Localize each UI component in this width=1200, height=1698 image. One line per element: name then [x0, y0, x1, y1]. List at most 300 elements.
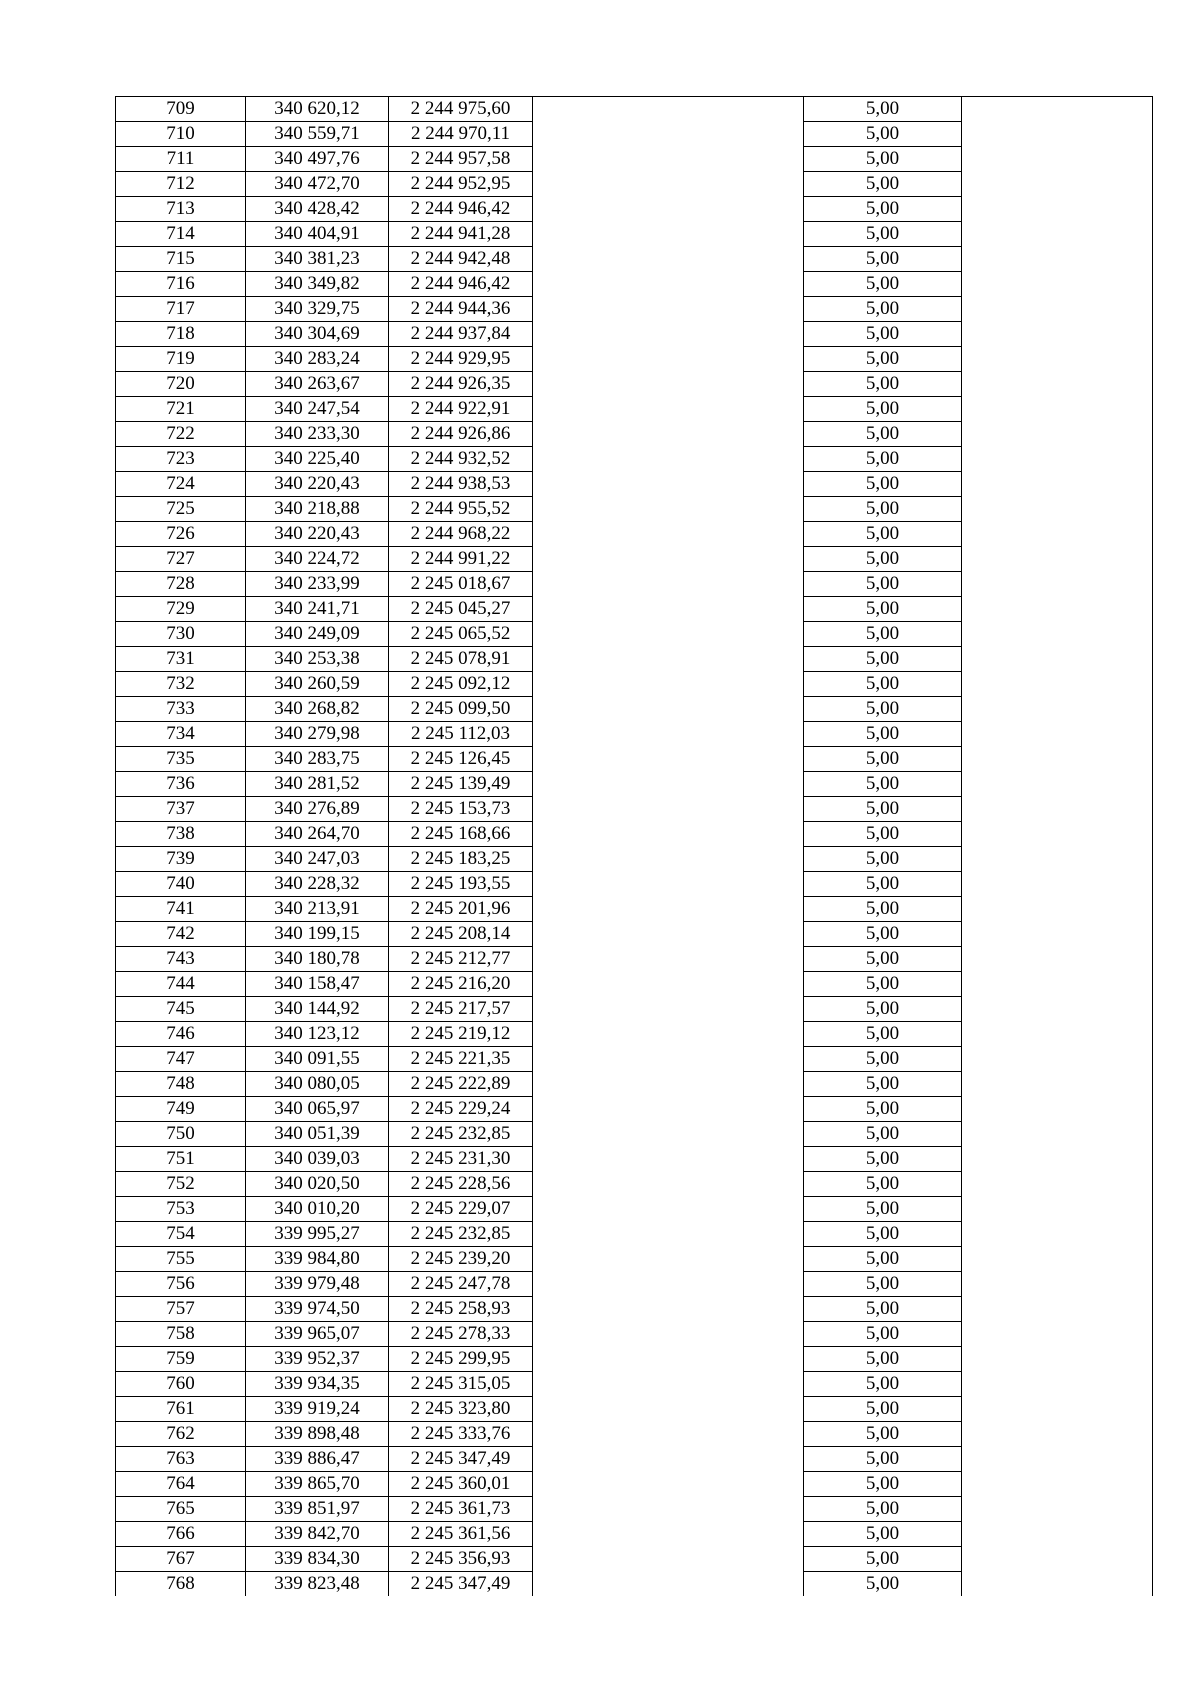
- empty-cell: [533, 847, 804, 872]
- table-row: [116, 1022, 1153, 1047]
- point-number-cell: 719: [116, 347, 246, 372]
- value-cell: 5,00: [804, 647, 962, 672]
- empty-cell: [533, 1322, 804, 1347]
- point-number-cell: 716: [116, 272, 246, 297]
- value-cell: 5,00: [804, 472, 962, 497]
- point-number-cell: 754: [116, 1222, 246, 1247]
- value-cell: 5,00: [804, 1222, 962, 1247]
- empty-cell: [533, 322, 804, 347]
- x-coordinate-cell: 339 952,37: [246, 1347, 389, 1372]
- value-cell: 5,00: [804, 897, 962, 922]
- x-coordinate-cell: 339 974,50: [246, 1297, 389, 1322]
- value-cell: 5,00: [804, 747, 962, 772]
- empty-cell: [533, 1497, 804, 1522]
- empty-cell: [962, 1472, 1153, 1497]
- point-number-cell: 738: [116, 822, 246, 847]
- empty-cell: [962, 1122, 1153, 1147]
- table-row: [116, 147, 1153, 172]
- x-coordinate-cell: 339 984,80: [246, 1247, 389, 1272]
- x-coordinate-cell: 339 886,47: [246, 1447, 389, 1472]
- table-row: [116, 847, 1153, 872]
- y-coordinate-cell: 2 244 938,53: [389, 472, 533, 497]
- x-coordinate-cell: 339 979,48: [246, 1272, 389, 1297]
- y-coordinate-cell: 2 245 099,50: [389, 697, 533, 722]
- point-number-cell: 734: [116, 722, 246, 747]
- y-coordinate-cell: 2 244 968,22: [389, 522, 533, 547]
- empty-cell: [962, 922, 1153, 947]
- y-coordinate-cell: 2 244 946,42: [389, 197, 533, 222]
- point-number-cell: 763: [116, 1447, 246, 1472]
- table-row: [116, 347, 1153, 372]
- value-cell: 5,00: [804, 1247, 962, 1272]
- empty-cell: [533, 297, 804, 322]
- x-coordinate-cell: 340 276,89: [246, 797, 389, 822]
- empty-cell: [533, 172, 804, 197]
- x-coordinate-cell: 340 213,91: [246, 897, 389, 922]
- table-row: [116, 297, 1153, 322]
- empty-cell: [962, 472, 1153, 497]
- y-coordinate-cell: 2 244 926,35: [389, 372, 533, 397]
- point-number-cell: 743: [116, 947, 246, 972]
- point-number-cell: 720: [116, 372, 246, 397]
- point-number-cell: 762: [116, 1422, 246, 1447]
- value-cell: 5,00: [804, 1022, 962, 1047]
- value-cell: 5,00: [804, 522, 962, 547]
- table-row: [116, 1072, 1153, 1097]
- point-number-cell: 764: [116, 1472, 246, 1497]
- empty-cell: [533, 972, 804, 997]
- x-coordinate-cell: 340 144,92: [246, 997, 389, 1022]
- point-number-cell: 721: [116, 397, 246, 422]
- y-coordinate-cell: 2 244 955,52: [389, 497, 533, 522]
- y-coordinate-cell: 2 245 247,78: [389, 1272, 533, 1297]
- empty-cell: [962, 372, 1153, 397]
- value-cell: 5,00: [804, 347, 962, 372]
- x-coordinate-cell: 340 329,75: [246, 297, 389, 322]
- point-number-cell: 766: [116, 1522, 246, 1547]
- table-row: [116, 1572, 1153, 1597]
- empty-cell: [962, 697, 1153, 722]
- value-cell: 5,00: [804, 597, 962, 622]
- empty-cell: [962, 197, 1153, 222]
- value-cell: 5,00: [804, 372, 962, 397]
- y-coordinate-cell: 2 245 239,20: [389, 1247, 533, 1272]
- value-cell: 5,00: [804, 1322, 962, 1347]
- x-coordinate-cell: 340 123,12: [246, 1022, 389, 1047]
- empty-cell: [962, 1447, 1153, 1472]
- empty-cell: [962, 822, 1153, 847]
- empty-cell: [962, 1422, 1153, 1447]
- coordinates-table-body: [116, 97, 1153, 1597]
- point-number-cell: 732: [116, 672, 246, 697]
- empty-cell: [533, 1072, 804, 1097]
- y-coordinate-cell: 2 245 232,85: [389, 1222, 533, 1247]
- value-cell: 5,00: [804, 297, 962, 322]
- empty-cell: [962, 1147, 1153, 1172]
- empty-cell: [533, 1522, 804, 1547]
- x-coordinate-cell: 339 865,70: [246, 1472, 389, 1497]
- y-coordinate-cell: 2 245 112,03: [389, 722, 533, 747]
- table-row: [116, 547, 1153, 572]
- empty-cell: [533, 347, 804, 372]
- table-row: [116, 822, 1153, 847]
- value-cell: 5,00: [804, 872, 962, 897]
- y-coordinate-cell: 2 245 258,93: [389, 1297, 533, 1322]
- empty-cell: [533, 197, 804, 222]
- empty-cell: [962, 222, 1153, 247]
- table-row: [116, 247, 1153, 272]
- x-coordinate-cell: 340 233,30: [246, 422, 389, 447]
- point-number-cell: 759: [116, 1347, 246, 1372]
- y-coordinate-cell: 2 245 153,73: [389, 797, 533, 822]
- x-coordinate-cell: 340 304,69: [246, 322, 389, 347]
- empty-cell: [962, 497, 1153, 522]
- empty-cell: [533, 1222, 804, 1247]
- table-row: [116, 1122, 1153, 1147]
- value-cell: 5,00: [804, 1347, 962, 1372]
- x-coordinate-cell: 340 158,47: [246, 972, 389, 997]
- value-cell: 5,00: [804, 147, 962, 172]
- value-cell: 5,00: [804, 1072, 962, 1097]
- empty-cell: [533, 1047, 804, 1072]
- x-coordinate-cell: 340 404,91: [246, 222, 389, 247]
- point-number-cell: 756: [116, 1272, 246, 1297]
- empty-cell: [962, 1047, 1153, 1072]
- empty-cell: [962, 1072, 1153, 1097]
- y-coordinate-cell: 2 245 229,07: [389, 1197, 533, 1222]
- value-cell: 5,00: [804, 1397, 962, 1422]
- empty-cell: [533, 222, 804, 247]
- point-number-cell: 757: [116, 1297, 246, 1322]
- empty-cell: [533, 997, 804, 1022]
- empty-cell: [533, 472, 804, 497]
- table-row: [116, 422, 1153, 447]
- x-coordinate-cell: 340 220,43: [246, 522, 389, 547]
- x-coordinate-cell: 340 180,78: [246, 947, 389, 972]
- empty-cell: [962, 297, 1153, 322]
- value-cell: 5,00: [804, 947, 962, 972]
- x-coordinate-cell: 340 247,03: [246, 847, 389, 872]
- empty-cell: [962, 847, 1153, 872]
- value-cell: 5,00: [804, 247, 962, 272]
- x-coordinate-cell: 340 080,05: [246, 1072, 389, 1097]
- value-cell: 5,00: [804, 422, 962, 447]
- table-row: [116, 97, 1153, 122]
- empty-cell: [962, 522, 1153, 547]
- x-coordinate-cell: 339 919,24: [246, 1397, 389, 1422]
- value-cell: 5,00: [804, 572, 962, 597]
- table-row: [116, 497, 1153, 522]
- empty-cell: [962, 747, 1153, 772]
- y-coordinate-cell: 2 245 212,77: [389, 947, 533, 972]
- point-number-cell: 710: [116, 122, 246, 147]
- point-number-cell: 730: [116, 622, 246, 647]
- empty-cell: [533, 897, 804, 922]
- table-row: [116, 947, 1153, 972]
- empty-cell: [962, 1272, 1153, 1297]
- y-coordinate-cell: 2 245 347,49: [389, 1572, 533, 1597]
- table-row: [116, 397, 1153, 422]
- empty-cell: [962, 147, 1153, 172]
- point-number-cell: 715: [116, 247, 246, 272]
- empty-cell: [533, 697, 804, 722]
- empty-cell: [533, 1272, 804, 1297]
- empty-cell: [533, 872, 804, 897]
- empty-cell: [962, 1247, 1153, 1272]
- value-cell: 5,00: [804, 497, 962, 522]
- empty-cell: [533, 1172, 804, 1197]
- value-cell: 5,00: [804, 822, 962, 847]
- table-row: [116, 522, 1153, 547]
- value-cell: 5,00: [804, 222, 962, 247]
- table-row: [116, 722, 1153, 747]
- value-cell: 5,00: [804, 1447, 962, 1472]
- point-number-cell: 729: [116, 597, 246, 622]
- table-row: [116, 447, 1153, 472]
- x-coordinate-cell: 339 898,48: [246, 1422, 389, 1447]
- y-coordinate-cell: 2 245 092,12: [389, 672, 533, 697]
- table-row: [116, 472, 1153, 497]
- x-coordinate-cell: 339 823,48: [246, 1572, 389, 1597]
- empty-cell: [533, 1247, 804, 1272]
- empty-cell: [533, 422, 804, 447]
- empty-cell: [533, 1147, 804, 1172]
- point-number-cell: 744: [116, 972, 246, 997]
- empty-cell: [533, 672, 804, 697]
- y-coordinate-cell: 2 244 946,42: [389, 272, 533, 297]
- empty-cell: [962, 422, 1153, 447]
- empty-cell: [533, 1547, 804, 1572]
- empty-cell: [962, 1097, 1153, 1122]
- empty-cell: [962, 1522, 1153, 1547]
- table-row: [116, 1347, 1153, 1372]
- x-coordinate-cell: 340 279,98: [246, 722, 389, 747]
- empty-cell: [533, 272, 804, 297]
- y-coordinate-cell: 2 245 216,20: [389, 972, 533, 997]
- x-coordinate-cell: 339 965,07: [246, 1322, 389, 1347]
- empty-cell: [533, 722, 804, 747]
- point-number-cell: 760: [116, 1372, 246, 1397]
- point-number-cell: 741: [116, 897, 246, 922]
- empty-cell: [533, 1422, 804, 1447]
- table-row: [116, 872, 1153, 897]
- table-row: [116, 672, 1153, 697]
- table-row: [116, 597, 1153, 622]
- y-coordinate-cell: 2 244 991,22: [389, 547, 533, 572]
- x-coordinate-cell: 340 020,50: [246, 1172, 389, 1197]
- point-number-cell: 709: [116, 97, 246, 122]
- empty-cell: [962, 247, 1153, 272]
- table-row: [116, 1097, 1153, 1122]
- point-number-cell: 714: [116, 222, 246, 247]
- y-coordinate-cell: 2 245 356,93: [389, 1547, 533, 1572]
- empty-cell: [533, 497, 804, 522]
- empty-cell: [533, 797, 804, 822]
- y-coordinate-cell: 2 245 219,12: [389, 1022, 533, 1047]
- value-cell: 5,00: [804, 922, 962, 947]
- x-coordinate-cell: 339 995,27: [246, 1222, 389, 1247]
- point-number-cell: 748: [116, 1072, 246, 1097]
- value-cell: 5,00: [804, 697, 962, 722]
- x-coordinate-cell: 340 428,42: [246, 197, 389, 222]
- x-coordinate-cell: 340 268,82: [246, 697, 389, 722]
- y-coordinate-cell: 2 245 222,89: [389, 1072, 533, 1097]
- value-cell: 5,00: [804, 1372, 962, 1397]
- x-coordinate-cell: 340 260,59: [246, 672, 389, 697]
- table-row: [116, 897, 1153, 922]
- value-cell: 5,00: [804, 1197, 962, 1222]
- y-coordinate-cell: 2 245 228,56: [389, 1172, 533, 1197]
- table-row: [116, 1472, 1153, 1497]
- point-number-cell: 751: [116, 1147, 246, 1172]
- empty-cell: [962, 547, 1153, 572]
- empty-cell: [962, 1197, 1153, 1222]
- empty-cell: [533, 1097, 804, 1122]
- y-coordinate-cell: 2 245 139,49: [389, 772, 533, 797]
- empty-cell: [533, 647, 804, 672]
- empty-cell: [962, 1572, 1153, 1597]
- empty-cell: [533, 572, 804, 597]
- table-row: [116, 1322, 1153, 1347]
- x-coordinate-cell: 340 010,20: [246, 1197, 389, 1222]
- table-row: [116, 747, 1153, 772]
- table-row: [116, 997, 1153, 1022]
- table-row: [116, 1497, 1153, 1522]
- empty-cell: [962, 172, 1153, 197]
- value-cell: 5,00: [804, 1547, 962, 1572]
- value-cell: 5,00: [804, 1472, 962, 1497]
- table-row: [116, 372, 1153, 397]
- value-cell: 5,00: [804, 622, 962, 647]
- value-cell: 5,00: [804, 547, 962, 572]
- y-coordinate-cell: 2 245 360,01: [389, 1472, 533, 1497]
- point-number-cell: 725: [116, 497, 246, 522]
- empty-cell: [962, 672, 1153, 697]
- x-coordinate-cell: 340 091,55: [246, 1047, 389, 1072]
- point-number-cell: 758: [116, 1322, 246, 1347]
- empty-cell: [962, 1397, 1153, 1422]
- point-number-cell: 723: [116, 447, 246, 472]
- empty-cell: [962, 1222, 1153, 1247]
- x-coordinate-cell: 340 247,54: [246, 397, 389, 422]
- empty-cell: [962, 872, 1153, 897]
- empty-cell: [533, 1297, 804, 1322]
- y-coordinate-cell: 2 245 232,85: [389, 1122, 533, 1147]
- x-coordinate-cell: 340 349,82: [246, 272, 389, 297]
- x-coordinate-cell: 340 233,99: [246, 572, 389, 597]
- value-cell: 5,00: [804, 1572, 962, 1597]
- point-number-cell: 713: [116, 197, 246, 222]
- empty-cell: [962, 347, 1153, 372]
- empty-cell: [962, 1022, 1153, 1047]
- y-coordinate-cell: 2 245 193,55: [389, 872, 533, 897]
- empty-cell: [962, 1172, 1153, 1197]
- empty-cell: [533, 1197, 804, 1222]
- empty-cell: [533, 1397, 804, 1422]
- y-coordinate-cell: 2 244 932,52: [389, 447, 533, 472]
- table-row: [116, 222, 1153, 247]
- empty-cell: [533, 1472, 804, 1497]
- empty-cell: [962, 1372, 1153, 1397]
- point-number-cell: 749: [116, 1097, 246, 1122]
- point-number-cell: 750: [116, 1122, 246, 1147]
- x-coordinate-cell: 340 283,75: [246, 747, 389, 772]
- value-cell: 5,00: [804, 847, 962, 872]
- y-coordinate-cell: 2 244 944,36: [389, 297, 533, 322]
- table-row: [116, 1397, 1153, 1422]
- table-row: [116, 922, 1153, 947]
- value-cell: 5,00: [804, 1097, 962, 1122]
- empty-cell: [533, 597, 804, 622]
- x-coordinate-cell: 340 225,40: [246, 447, 389, 472]
- point-number-cell: 727: [116, 547, 246, 572]
- x-coordinate-cell: 340 249,09: [246, 622, 389, 647]
- x-coordinate-cell: 339 851,97: [246, 1497, 389, 1522]
- point-number-cell: 752: [116, 1172, 246, 1197]
- empty-cell: [962, 1322, 1153, 1347]
- table-row: [116, 1447, 1153, 1472]
- y-coordinate-cell: 2 245 217,57: [389, 997, 533, 1022]
- empty-cell: [962, 397, 1153, 422]
- point-number-cell: 755: [116, 1247, 246, 1272]
- y-coordinate-cell: 2 245 347,49: [389, 1447, 533, 1472]
- y-coordinate-cell: 2 245 183,25: [389, 847, 533, 872]
- empty-cell: [962, 647, 1153, 672]
- point-number-cell: 761: [116, 1397, 246, 1422]
- point-number-cell: 736: [116, 772, 246, 797]
- empty-cell: [533, 772, 804, 797]
- value-cell: 5,00: [804, 397, 962, 422]
- empty-cell: [962, 797, 1153, 822]
- value-cell: 5,00: [804, 97, 962, 122]
- point-number-cell: 712: [116, 172, 246, 197]
- table-row: [116, 647, 1153, 672]
- table-row: [116, 572, 1153, 597]
- point-number-cell: 731: [116, 647, 246, 672]
- value-cell: 5,00: [804, 447, 962, 472]
- value-cell: 5,00: [804, 1147, 962, 1172]
- empty-cell: [533, 522, 804, 547]
- value-cell: 5,00: [804, 1122, 962, 1147]
- empty-cell: [962, 722, 1153, 747]
- point-number-cell: 724: [116, 472, 246, 497]
- point-number-cell: 735: [116, 747, 246, 772]
- empty-cell: [533, 247, 804, 272]
- y-coordinate-cell: 2 245 323,80: [389, 1397, 533, 1422]
- x-coordinate-cell: 340 051,39: [246, 1122, 389, 1147]
- table-row: [116, 272, 1153, 297]
- empty-cell: [533, 372, 804, 397]
- value-cell: 5,00: [804, 1522, 962, 1547]
- empty-cell: [962, 622, 1153, 647]
- value-cell: 5,00: [804, 972, 962, 997]
- value-cell: 5,00: [804, 1497, 962, 1522]
- value-cell: 5,00: [804, 322, 962, 347]
- empty-cell: [962, 272, 1153, 297]
- table-row: [116, 197, 1153, 222]
- empty-cell: [533, 1372, 804, 1397]
- empty-cell: [533, 447, 804, 472]
- point-number-cell: 717: [116, 297, 246, 322]
- x-coordinate-cell: 340 559,71: [246, 122, 389, 147]
- x-coordinate-cell: 340 218,88: [246, 497, 389, 522]
- empty-cell: [533, 1447, 804, 1472]
- y-coordinate-cell: 2 245 126,45: [389, 747, 533, 772]
- value-cell: 5,00: [804, 1422, 962, 1447]
- x-coordinate-cell: 340 065,97: [246, 1097, 389, 1122]
- y-coordinate-cell: 2 244 952,95: [389, 172, 533, 197]
- x-coordinate-cell: 340 472,70: [246, 172, 389, 197]
